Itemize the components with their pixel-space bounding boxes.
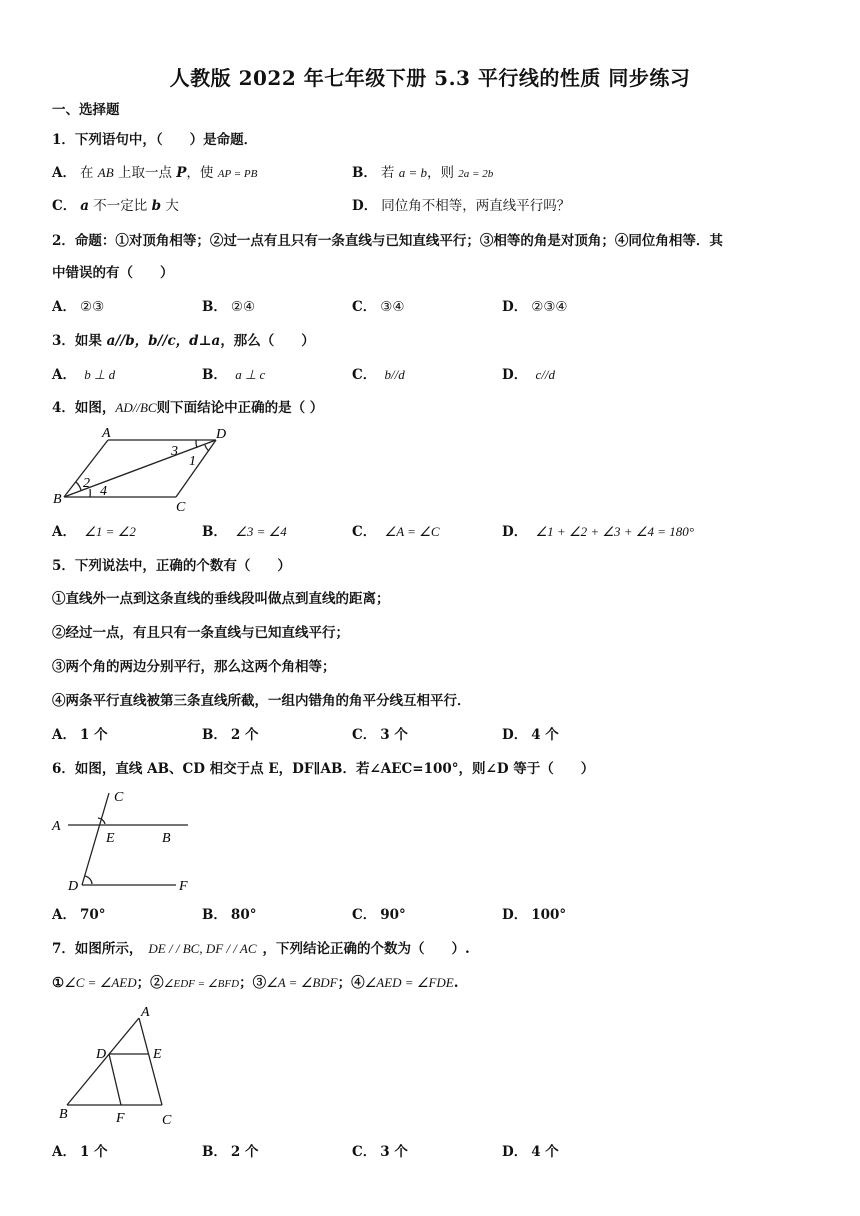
option-text: 2 个 bbox=[230, 727, 259, 743]
option-math: b//d bbox=[384, 367, 405, 382]
figure-label: 2 bbox=[83, 476, 90, 491]
stem-text: 3．如果 bbox=[52, 333, 107, 349]
figure-label: 4 bbox=[100, 484, 107, 499]
q6-option-a[interactable] bbox=[52, 906, 106, 924]
figure-label: A bbox=[141, 1005, 150, 1020]
option-math: ∠A = ∠C bbox=[384, 524, 440, 539]
q3-option-d[interactable] bbox=[502, 366, 555, 384]
option-math: a ⊥ c bbox=[235, 367, 266, 382]
option-label: A． bbox=[52, 907, 76, 923]
figure-label: 3 bbox=[171, 444, 178, 459]
option-math: a = b bbox=[398, 165, 427, 180]
option-text: 不一定比 bbox=[93, 198, 148, 214]
option-text: 若 bbox=[380, 165, 395, 181]
option-math: b bbox=[151, 198, 162, 214]
option-math: ∠1 = ∠2 bbox=[84, 524, 136, 539]
q6-option-c[interactable] bbox=[352, 906, 406, 924]
option-label: C． bbox=[352, 367, 377, 383]
question-3-stem bbox=[52, 332, 315, 350]
stem-text: 则下面结论中正确的是（ ） bbox=[156, 400, 324, 416]
figure-label: B bbox=[59, 1107, 68, 1122]
option-text: ，使 bbox=[186, 165, 214, 181]
condition-number: ④ bbox=[351, 975, 365, 991]
option-label: A． bbox=[52, 524, 76, 540]
figure-label: D bbox=[96, 1047, 107, 1062]
option-text: 2 个 bbox=[230, 1144, 259, 1160]
separator: . bbox=[453, 975, 459, 991]
option-label: B． bbox=[202, 367, 227, 383]
q4-parallelogram-figure bbox=[50, 424, 240, 516]
figure-label: B bbox=[53, 492, 62, 507]
option-text: 在 bbox=[79, 165, 94, 181]
q7-option-c[interactable] bbox=[352, 1143, 408, 1161]
option-text: 4 个 bbox=[531, 727, 559, 743]
option-label: A． bbox=[52, 727, 76, 743]
figure-label: E bbox=[153, 1047, 162, 1062]
option-label: D． bbox=[502, 907, 528, 923]
condition-math: ∠EDF = ∠BFD bbox=[163, 978, 240, 990]
figure-label: B bbox=[162, 831, 171, 846]
section-heading: 一、选择题 bbox=[52, 102, 120, 118]
option-label: C． bbox=[352, 727, 377, 743]
figure-label: F bbox=[116, 1111, 125, 1126]
option-text: ③④ bbox=[380, 299, 405, 315]
stem-math: DE / / BC, DF / / AC bbox=[148, 941, 257, 956]
option-math: 2a = 2b bbox=[458, 168, 494, 180]
option-text: 3 个 bbox=[380, 727, 408, 743]
option-label: B． bbox=[202, 299, 227, 315]
option-text: ②③④ bbox=[531, 299, 568, 315]
q5-statement-3: ③两个角的两边分别平行，那么这两个角相等； bbox=[52, 659, 336, 675]
option-text: 大 bbox=[165, 198, 179, 214]
q5-statement-2: ②经过一点，有且只有一条直线与已知直线平行； bbox=[52, 625, 349, 641]
option-text: 80° bbox=[230, 907, 257, 923]
q2-option-c[interactable] bbox=[352, 298, 404, 316]
option-label: D． bbox=[352, 198, 378, 214]
option-text: ②④ bbox=[230, 299, 256, 315]
q1-option-a[interactable] bbox=[52, 164, 257, 183]
option-label: A． bbox=[52, 165, 76, 181]
option-math: ∠1 + ∠2 + ∠3 + ∠4 = 180° bbox=[535, 524, 694, 539]
option-label: D． bbox=[502, 524, 528, 540]
condition-math: ∠A = ∠BDF bbox=[266, 975, 338, 990]
option-label: B． bbox=[352, 165, 377, 181]
question-2-stem: 2．命题：①对顶角相等；②过一点有且只有一条直线与已知直线平行；③相等的角是对顶角；④同位角相等．其 bbox=[52, 233, 723, 249]
stem-text: 7．如图所示， bbox=[52, 941, 143, 957]
q4-option-a[interactable] bbox=[52, 523, 136, 541]
option-text: 1 个 bbox=[79, 1144, 108, 1160]
separator: ； bbox=[239, 975, 253, 991]
option-label: C． bbox=[352, 907, 377, 923]
option-label: B． bbox=[202, 1144, 227, 1160]
question-7-stem bbox=[52, 940, 470, 958]
condition-number: ① bbox=[52, 975, 65, 991]
option-label: C． bbox=[352, 524, 377, 540]
question-5-stem: 5．下列说法中，正确的个数有（ ） bbox=[52, 558, 291, 574]
q7-option-a[interactable] bbox=[52, 1143, 108, 1161]
q1-option-b[interactable] bbox=[352, 164, 493, 183]
condition-math: ∠AED = ∠FDE bbox=[364, 975, 454, 990]
q4-option-b[interactable] bbox=[202, 523, 287, 541]
separator: ； bbox=[136, 975, 151, 991]
option-math: AP = PB bbox=[217, 168, 258, 180]
q7-option-d[interactable] bbox=[502, 1143, 559, 1161]
option-text: 同位角不相等，两直线平行吗？ bbox=[381, 198, 571, 214]
figure-label: A bbox=[102, 426, 111, 441]
option-label: B． bbox=[202, 524, 227, 540]
q7-conditions bbox=[52, 974, 458, 993]
q3-option-a[interactable] bbox=[52, 366, 115, 384]
q7-triangle-figure bbox=[52, 1002, 192, 1132]
option-label: D． bbox=[502, 367, 528, 383]
option-label: B． bbox=[202, 907, 227, 923]
figure-label: A bbox=[52, 819, 61, 834]
option-label: C． bbox=[352, 299, 377, 315]
option-label: D． bbox=[502, 1144, 528, 1160]
option-text: 100° bbox=[531, 907, 567, 923]
question-4-stem bbox=[52, 399, 323, 417]
q5-option-a[interactable] bbox=[52, 726, 108, 744]
q5-statement-1: ①直线外一点到这条直线的垂线段叫做点到直线的距离； bbox=[52, 591, 390, 607]
q4-option-d[interactable] bbox=[502, 523, 694, 541]
q5-statement-4: ④两条平行直线被第三条直线所截，一组内错角的角平分线互相平行． bbox=[52, 693, 471, 709]
option-text: ②③ bbox=[79, 299, 105, 315]
q2-option-d[interactable] bbox=[502, 298, 568, 316]
q6-option-d[interactable] bbox=[502, 906, 566, 924]
figure-label: C bbox=[176, 500, 186, 515]
figure-label: C bbox=[114, 790, 124, 805]
question-1-stem: 1．下列语句中，（ ）是命题． bbox=[52, 132, 258, 148]
option-math: b ⊥ d bbox=[84, 367, 116, 382]
q5-option-b[interactable] bbox=[202, 726, 259, 744]
stem-text: ，下列结论正确的个数为（ ）. bbox=[262, 941, 470, 957]
option-label: C． bbox=[352, 1144, 377, 1160]
condition-number: ③ bbox=[252, 975, 267, 991]
question-2-stem-cont: 中错误的有（ ） bbox=[52, 265, 174, 281]
q2-option-a[interactable] bbox=[52, 298, 104, 316]
stem-math: a//b，b//c，d⊥a bbox=[106, 333, 221, 349]
q4-option-c[interactable] bbox=[352, 523, 440, 541]
option-math: c//d bbox=[535, 367, 556, 382]
figure-label: D bbox=[68, 879, 79, 894]
figure-label: E bbox=[106, 831, 115, 846]
option-label: D． bbox=[502, 299, 528, 315]
q5-option-c[interactable] bbox=[352, 726, 408, 744]
condition-number: ② bbox=[150, 975, 164, 991]
option-label: B． bbox=[202, 727, 227, 743]
figure-label: 1 bbox=[189, 454, 196, 469]
condition-math: ∠C = ∠AED bbox=[64, 975, 137, 990]
q7-option-b[interactable] bbox=[202, 1143, 259, 1161]
q1-option-d[interactable] bbox=[352, 197, 570, 215]
option-text: 上取一点 bbox=[117, 165, 172, 181]
option-label: A． bbox=[52, 299, 76, 315]
q1-option-c[interactable] bbox=[52, 197, 179, 215]
figure-label: F bbox=[179, 879, 188, 894]
option-text: 1 个 bbox=[79, 727, 108, 743]
stem-text: 4．如图， bbox=[52, 400, 116, 416]
q5-option-d[interactable] bbox=[502, 726, 559, 744]
q2-option-b[interactable] bbox=[202, 298, 255, 316]
stem-math: AD//BC bbox=[115, 400, 157, 415]
option-text: 90° bbox=[380, 907, 406, 923]
option-text: ，则 bbox=[427, 165, 454, 181]
q6-option-b[interactable] bbox=[202, 906, 256, 924]
stem-text: ，那么（ ） bbox=[220, 333, 315, 349]
option-label: C． bbox=[52, 198, 77, 214]
option-math: AB bbox=[97, 165, 114, 180]
separator: ； bbox=[337, 975, 352, 991]
page-title: 人教版 2022 年七年级下册 5.3 平行线的性质 同步练习 bbox=[169, 66, 691, 90]
question-6-stem: 6．如图，直线 AB、CD 相交于点 E，DF∥AB．若∠AEC=100°，则∠D 等于（ ） bbox=[52, 761, 595, 777]
option-text: 3 个 bbox=[380, 1144, 408, 1160]
option-math: P bbox=[176, 165, 187, 181]
q6-intersecting-lines-figure bbox=[48, 787, 198, 895]
option-label: D． bbox=[502, 727, 528, 743]
figure-label: C bbox=[162, 1113, 172, 1128]
option-text: 4 个 bbox=[531, 1144, 559, 1160]
option-math: a bbox=[80, 198, 89, 214]
option-text: 70° bbox=[79, 907, 106, 923]
figure-label: D bbox=[216, 427, 227, 442]
option-label: A． bbox=[52, 1144, 76, 1160]
option-math: ∠3 = ∠4 bbox=[235, 524, 287, 539]
q3-option-b[interactable] bbox=[202, 366, 265, 384]
q3-option-c[interactable] bbox=[352, 366, 405, 384]
option-label: A． bbox=[52, 367, 76, 383]
